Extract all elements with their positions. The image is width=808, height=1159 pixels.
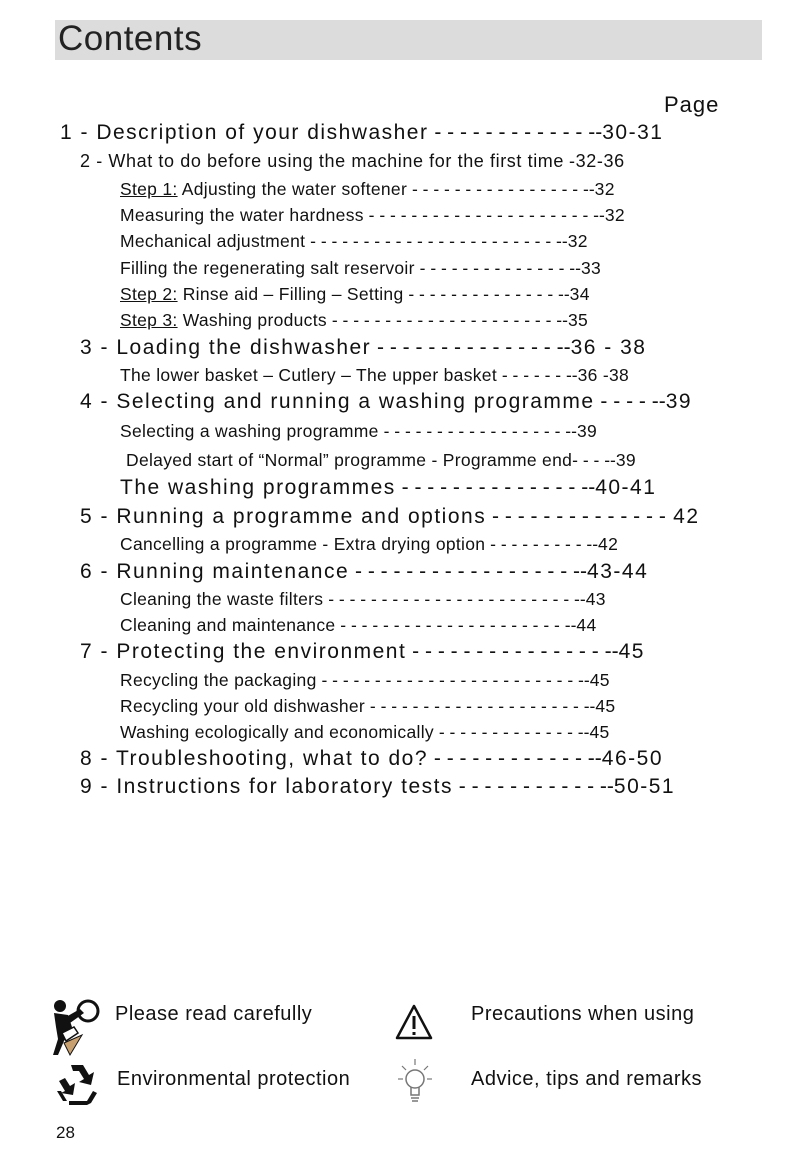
toc-entry-title: Rinse aid – Filling – Setting [177,284,404,304]
toc-page-number: 42 [598,534,619,554]
legend-precautions: Precautions when using [471,1003,695,1025]
toc-page-number: 36 - 38 [570,336,647,359]
toc-leader-dashes: - - - - - - - - - - - - - - -- [395,476,596,499]
toc-entry-title: The washing programmes [120,476,396,499]
toc-entry [120,670,610,691]
reader-icon [44,997,104,1059]
toc-entry [120,615,597,636]
legend-read-carefully: Please read carefully [115,1003,313,1025]
toc-entry [120,310,588,331]
toc-page-number: 45 [595,696,616,716]
toc-entry [80,747,663,771]
page-number: 28 [56,1123,75,1142]
toc-entry [120,258,601,279]
toc-page-number: 45 [618,640,645,663]
toc-leader-dashes: - - - - - - - - - - - - - -- [433,722,590,742]
toc-entry-title: 1 - Description of your dishwasher [60,121,429,144]
toc-entry [120,589,606,610]
toc-entry [120,205,625,226]
toc-entry [80,640,645,664]
toc-leader-dashes: - - - - - - - - - - - - - - - - - - - - - -- [326,310,568,330]
toc-page-number: 45 [589,722,610,742]
toc-page-number: 35 [567,310,589,330]
toc-entry [80,560,648,584]
toc-entry-title: Measuring the water hardness [120,205,364,225]
toc-page-number: 32 [567,231,588,251]
toc-entry-title: 8 - Troubleshooting, what to do? [80,747,429,770]
toc-page-number: 43 [585,589,606,609]
toc-entry-title: Cleaning and maintenance [120,615,336,635]
toc-entry [120,696,615,717]
toc-entry-title: Washing products [177,310,327,330]
toc-step-label: Step 1: [120,179,178,199]
legend-environment: Environmental protection [117,1068,351,1090]
toc-page-number: 45 [589,670,610,690]
toc-entry [120,284,590,305]
toc-entry-title: 2 - What to do before using the machine for the first time [80,151,565,171]
toc-entry [120,534,618,555]
toc-page-number: 33 [580,258,602,278]
toc-page-number: 43-44 [587,560,649,583]
toc-page-number: 32 [594,179,615,199]
toc-entry-title: Cancelling a programme - Extra drying option [120,534,486,554]
toc-leader-dashes: - - - - - - - - - -- [485,534,599,554]
toc-leader-dashes: - - - - - - - - - - - - -- [428,121,603,144]
warning-icon [394,1003,434,1041]
toc-entry [126,450,636,471]
toc-page-number: 50-51 [613,775,676,798]
toc-entry [120,179,615,200]
toc-entry-title: 5 - Running a programme and options [80,505,487,528]
toc-entry [80,390,692,414]
toc-leader-dashes: - - - - - - - - - - - - - - - - - - - - - - - -- [305,231,568,251]
toc-entry [80,336,646,360]
toc-entry [120,421,597,442]
toc-leader-dashes: - - - - - - - - - - - - - - - - -- [407,179,595,199]
toc-leader-dashes: - - - - - - - - - - - - - - - - - - - - - -- [363,205,605,225]
toc-leader-dashes: - - - - - - - - - - - - - - -- [403,284,570,304]
toc-leader-dashes: - - - - - - - - - - - - - - - - - - - - - - - - -- [316,670,590,690]
toc-entry-title: Recycling your old dishwasher [120,696,366,716]
toc-leader-dashes: - - - - -- [594,390,666,413]
toc-leader-dashes: - - - - - - - - - - - - -- [428,747,602,770]
toc-entry [80,151,625,172]
toc-entry-title: Recycling the packaging [120,670,317,690]
toc-page-number: 40-41 [595,476,657,499]
page-column-header: Page [664,92,720,117]
toc-entry-title: 9 - Instructions for laboratory tests [80,775,453,798]
toc-entry [120,365,629,386]
toc-page-number: 39 [665,390,693,413]
toc-entry-title: Washing ecologically and economically [120,722,434,742]
toc-step-label: Step 3: [120,310,178,330]
toc-page-number: 44 [576,615,597,635]
toc-page-number: 42 [665,505,700,528]
toc-step-label: Step 2: [120,284,178,304]
toc-leader-dashes: - - - - - - - - - - - - - - [486,505,666,528]
page-title: Contents [58,19,203,58]
toc-entry-title: Cleaning the waste filters [120,589,324,609]
toc-entry-title: 3 - Loading the dishwasher [80,336,372,359]
toc-entry-title: 6 - Running maintenance [80,560,350,583]
toc-leader-dashes: - - - - - - - - - - - - - - - - - - - - -- [365,696,596,716]
toc-page-number: 34 [569,284,590,304]
toc-entry-title: 4 - Selecting and running a washing programme [80,390,595,413]
lightbulb-icon [392,1057,438,1111]
toc-leader-dashes: - - - - - - - - - - - - - - - - - -- [349,560,588,583]
toc-entry-title: Delayed start of “Normal” programme - Programme end [126,450,573,470]
toc-leader-dashes: - - - - - - - - - - - - - - -- [414,258,581,278]
toc-entry [80,775,675,799]
toc-entry [80,505,700,529]
toc-page-number: 39 [576,421,598,441]
toc-page-number: 46-50 [601,747,664,770]
toc-entry [120,476,656,500]
title-bar [55,20,762,60]
toc-page-number: 32 [604,205,625,225]
toc-entry-title: Adjusting the water softener [177,179,408,199]
toc-entry [120,231,588,252]
toc-leader-dashes: - - - - - - -- [496,365,578,385]
toc-leader-dashes: - - - - - - - - - - - - - - -- [371,336,571,359]
toc-leader-dashes: - - - -- [572,450,616,470]
toc-leader-dashes: - - - - - - - - - - - - - - - -- [406,640,619,663]
toc-leader-dashes: - - - - - - - - - - - - - - - - - -- [378,421,577,441]
toc-entry-title: The lower basket – Cutlery – The upper basket [120,365,497,385]
toc-leader-dashes: - - - - - - - - - - - - - - - - - - - - - -- [335,615,577,635]
toc-page-number: 39 [615,450,636,470]
legend-advice: Advice, tips and remarks [471,1068,702,1090]
toc-entry-title: 7 - Protecting the environment [80,640,407,663]
toc-entry [120,722,610,743]
toc-page-number: -32-36 [569,151,625,171]
toc-entry [60,121,663,145]
toc-entry-title: Mechanical adjustment [120,231,306,251]
toc-leader-dashes: - - - - - - - - - - - - - - - - - - - - - - - -- [323,589,586,609]
recycle-icon [53,1061,101,1107]
toc-entry-title: Selecting a washing programme [120,421,379,441]
toc-entry-title: Filling the regenerating salt reservoir [120,258,415,278]
toc-leader-dashes: - - - - - - - - - - - -- [452,775,614,798]
toc-page-number: 36 -38 [577,365,630,385]
toc-page-number: 30-31 [602,121,664,144]
